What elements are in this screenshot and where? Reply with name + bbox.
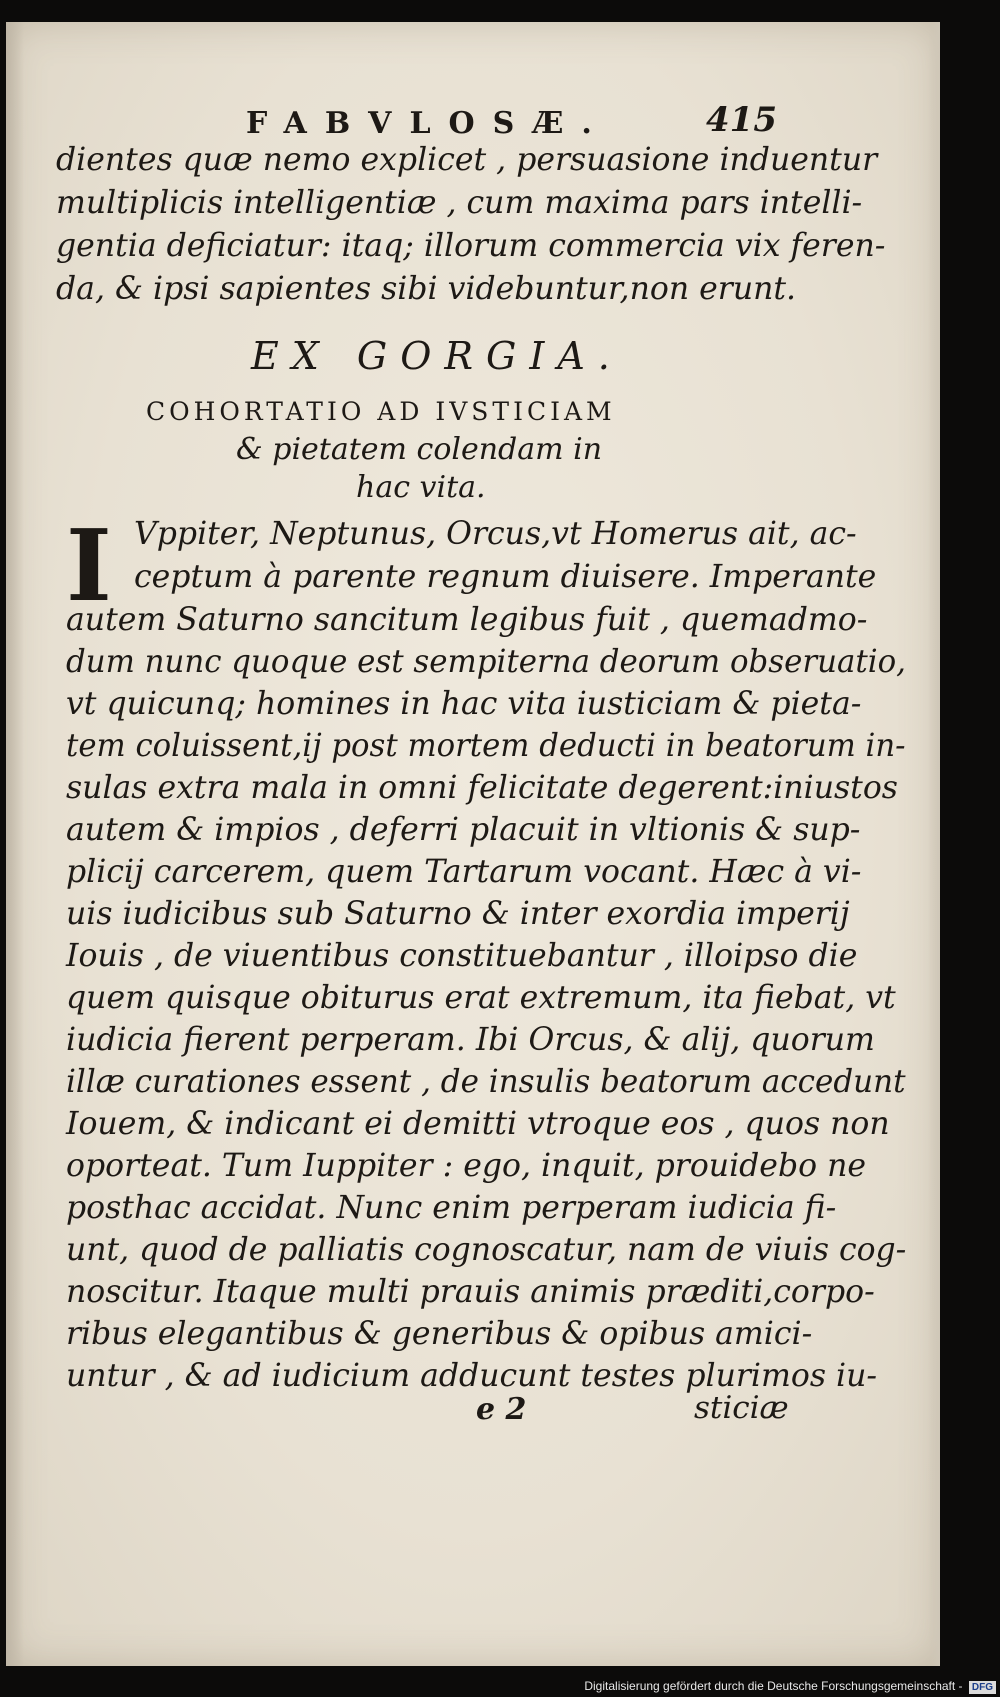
page-edge-shadow xyxy=(928,22,940,1666)
body-line-3: autem Saturno sancitum legibus fuit , quemadmo- xyxy=(66,602,868,638)
signature-mark: e 2 xyxy=(476,1392,527,1427)
dfg-logo: DFG xyxy=(969,1681,996,1694)
drop-cap: I xyxy=(66,509,112,624)
body-line-12: quem quisque obiturus erat extremum, ita fiebat, vt xyxy=(66,980,896,1016)
section-subtitle-caps: COHORTATIO AD IVSTICIAM xyxy=(146,397,616,426)
body-line-5: vt quicunq; homines in hac vita iusticiam & pieta- xyxy=(66,686,862,722)
body-line-14: illæ curationes essent , de insulis beatorum accedunt xyxy=(66,1064,906,1100)
body-line-6: tem coluissent,ij post mortem deducti in beatorum in- xyxy=(66,728,906,764)
page-number: 415 xyxy=(706,100,777,140)
body-line-16: oporteat. Tum Iuppiter : ego, inquit, prouidebo ne xyxy=(66,1148,867,1184)
body-line-7: sulas extra mala in omni felicitate degerent:iniustos xyxy=(66,770,898,806)
continued-line-1: dientes quæ nemo explicet , persuasione induentur xyxy=(56,142,878,178)
body-line-17: posthac accidat. Nunc enim perperam iudicia fi- xyxy=(66,1190,837,1226)
section-heading: EX GORGIA. xyxy=(251,334,623,378)
body-line-1: Vppiter, Neptunus, Orcus,vt Homerus ait, ac- xyxy=(134,516,857,552)
digitization-credit xyxy=(584,1679,996,1694)
continued-line-4: da, & ipsi sapientes sibi videbuntur,non erunt. xyxy=(56,271,797,307)
body-line-21: untur , & ad iudicium adducunt testes plurimos iu- xyxy=(66,1358,878,1394)
continued-line-3: gentia deficiatur: itaq; illorum commercia vix feren- xyxy=(56,228,886,264)
digitization-credit-text: Digitalisierung gefördert durch die Deutsche Forschungsgemeinschaft - xyxy=(584,1679,963,1693)
body-line-2: ceptum à parente regnum diuisere. Imperante xyxy=(134,559,877,595)
body-line-10: uis iudicibus sub Saturno & inter exordia imperij xyxy=(66,896,850,932)
continued-line-2: multiplicis intelligentiæ , cum maxima pars intelli- xyxy=(56,185,863,221)
body-line-19: noscitur. Itaque multi prauis animis præditi,corpo- xyxy=(66,1274,875,1310)
body-line-4: dum nunc quoque est sempiterna deorum obseruatio, xyxy=(66,644,906,680)
section-subtitle-line-3: hac vita. xyxy=(356,470,486,505)
body-line-15: Iouem, & indicant ei demitti vtroque eos , quos non xyxy=(66,1106,890,1142)
running-head: FABVLOSÆ. xyxy=(246,106,610,141)
body-line-8: autem & impios , deferri placuit in vltionis & sup- xyxy=(66,812,861,848)
body-line-9: plicij carcerem, quem Tartarum vocant. Hæc à vi- xyxy=(66,854,862,890)
body-line-20: ribus elegantibus & generibus & opibus amici- xyxy=(66,1316,813,1352)
body-line-18: unt, quod de palliatis cognoscatur, nam de viuis cog- xyxy=(66,1232,907,1268)
body-line-11: Iouis , de viuentibus constituebantur , illoipso die xyxy=(66,938,858,974)
catchword: sticiæ xyxy=(694,1390,789,1426)
section-subtitle-line-2: & pietatem colendam in xyxy=(236,432,603,467)
book-page xyxy=(6,22,940,1666)
page-gutter-shadow xyxy=(6,22,24,1666)
body-line-13: iudicia fierent perperam. Ibi Orcus, & alij, quorum xyxy=(66,1022,875,1058)
